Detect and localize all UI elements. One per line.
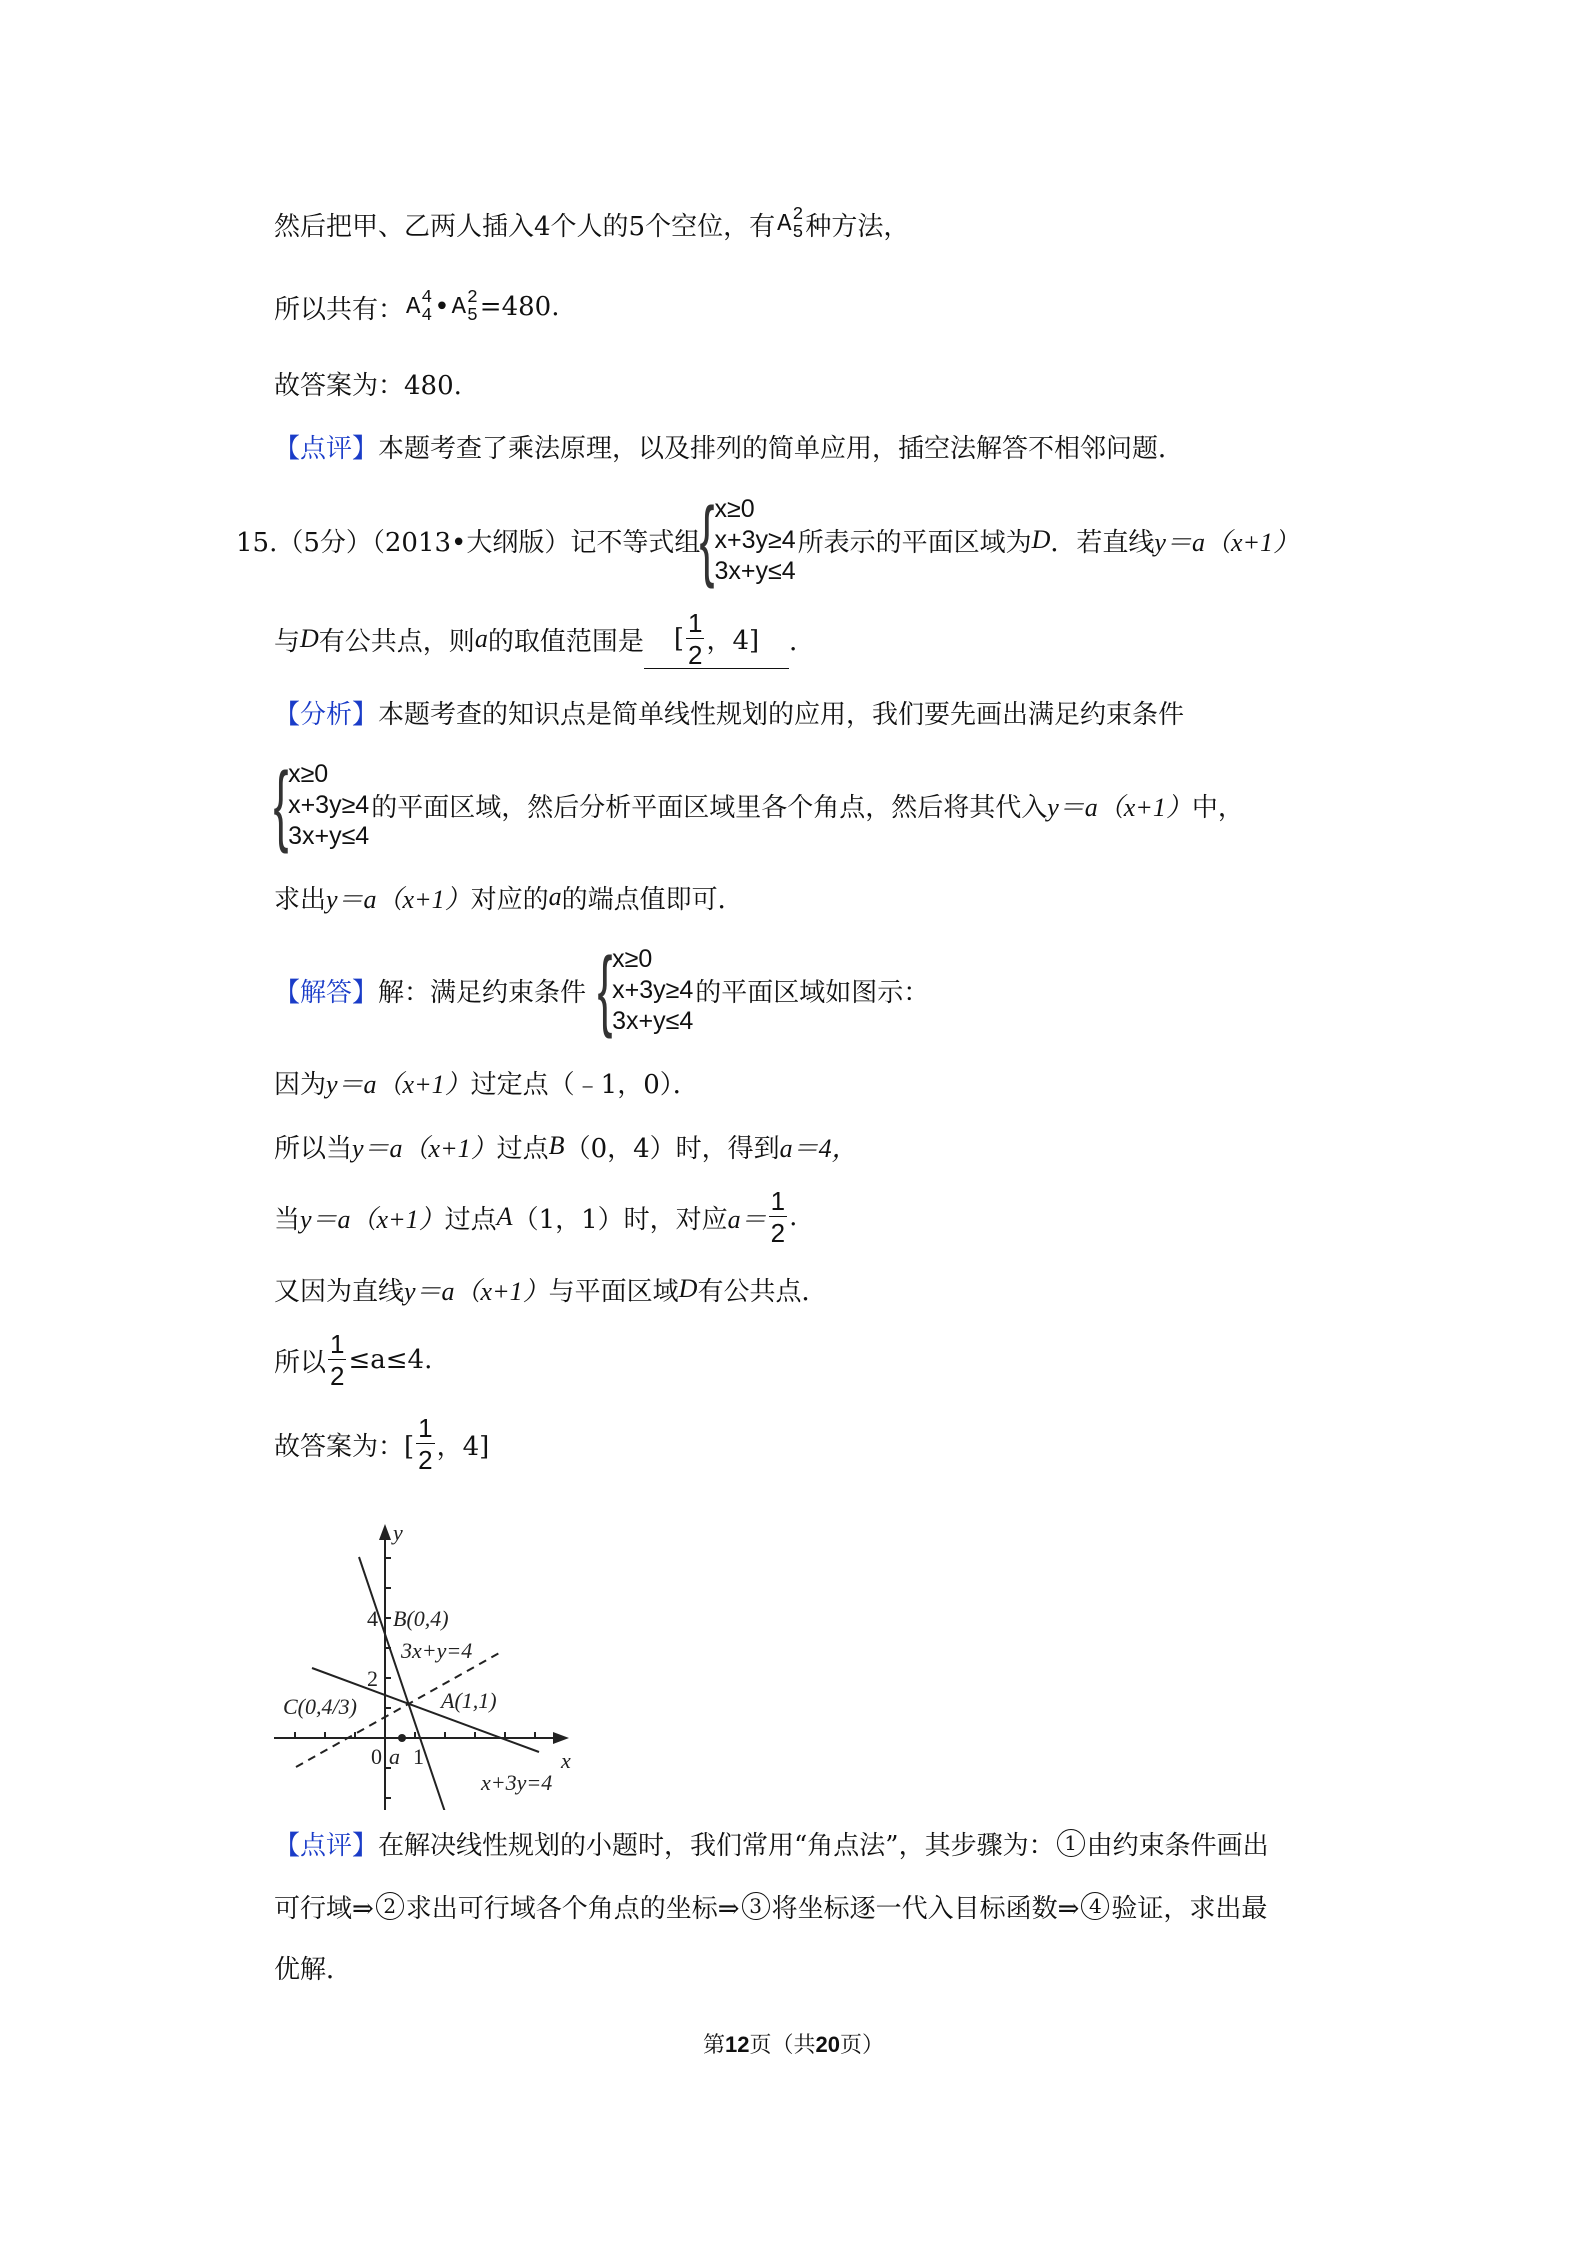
text: 所以	[274, 1347, 327, 1378]
text: 本题考查的知识点是简单线性规划的应用，我们要先画出满足约束条件	[378, 699, 1185, 730]
solution-answer	[274, 1414, 489, 1474]
analysis-line2	[274, 755, 1244, 855]
fraction	[416, 1415, 434, 1473]
text: 又因为直线	[274, 1276, 405, 1307]
label-3x-y-4: 3x+y=4	[401, 1638, 473, 1663]
solution-step3: 当 y＝a（x+1） 过点 A （1，1）时，对应 a＝ $\frac{1}{2}$ .	[274, 1186, 798, 1248]
analysis-line3	[274, 877, 744, 917]
perm-a52	[777, 206, 803, 242]
analysis-line1	[274, 692, 1184, 732]
text: ，4]	[436, 1431, 490, 1462]
analysis-tag: 【分析】	[274, 699, 379, 730]
var: D	[678, 1274, 698, 1303]
text: 由约束条件画出	[1086, 1830, 1269, 1861]
text: 因为	[274, 1069, 327, 1100]
perm-a44	[406, 289, 432, 325]
label-x-3y-4: x+3y=4	[481, 1770, 553, 1795]
den: 2	[770, 1218, 786, 1248]
text: [	[673, 623, 684, 654]
text: 验证，求出最	[1111, 1893, 1268, 1924]
num: 1	[770, 1186, 786, 1216]
text: 与	[274, 626, 301, 657]
comment-tag: 【点评】	[274, 1830, 379, 1861]
text: 求出可行域各个角点的坐标⇒	[405, 1893, 740, 1924]
sub: 5	[792, 223, 804, 243]
ineq: 3x+y≤4	[288, 822, 370, 850]
equation: y＝a（x+1）	[300, 1204, 445, 1234]
sub: 5	[466, 306, 478, 326]
text: ，4]	[706, 626, 760, 656]
tick-0: 0	[371, 1744, 382, 1769]
solution-tag: 【解答】	[274, 977, 379, 1008]
perm-a52	[452, 289, 478, 325]
region-graph	[269, 1500, 579, 1810]
text: 对应的	[470, 884, 549, 915]
text: 解：满足约束条件	[378, 977, 587, 1008]
answer-blank	[644, 607, 789, 670]
text: （0，4）时，得到	[564, 1133, 780, 1164]
text: 页（共	[749, 2033, 816, 2058]
text: 页）	[839, 2033, 884, 2058]
num: 1	[687, 607, 703, 638]
question-15	[236, 490, 1299, 590]
den: 2	[687, 639, 703, 670]
tick-a: a	[389, 1744, 400, 1769]
line-total: 所以共有： A 4 4 • A 2 5 =480.	[274, 288, 560, 326]
equation: y＝a（x+1）	[1154, 527, 1300, 557]
fraction	[769, 1188, 787, 1246]
equation: y＝a（x+1）	[326, 1069, 471, 1099]
text: 过定点（﹣1，0）．	[470, 1069, 699, 1100]
text: 的平面区域如图示：	[695, 977, 930, 1008]
point-a	[398, 1734, 406, 1742]
text: 将坐标逐一代入目标函数⇒	[771, 1893, 1080, 1924]
comment-line1	[274, 1823, 1269, 1863]
den: 2	[330, 1361, 345, 1391]
ineq: x+3y≥4	[612, 976, 694, 1004]
text: （1，1）时，对应	[512, 1204, 728, 1235]
tick-2: 2	[367, 1666, 378, 1691]
den: 2	[418, 1445, 433, 1475]
text: 有公共点，则	[318, 626, 475, 657]
text: ≤a≤4.	[348, 1345, 433, 1375]
text: 的端点值即可．	[561, 884, 744, 915]
sup: 2	[466, 288, 478, 308]
text: 的平面区域，然后分析平面区域里各个角点，然后将其代入	[371, 792, 1048, 823]
sub: 4	[421, 306, 433, 326]
tick-1: 1	[413, 1744, 424, 1769]
text: 所以当	[274, 1133, 353, 1164]
text: 所以共有：	[274, 294, 405, 325]
line-insert	[274, 204, 909, 244]
text: 本题考查了乘法原理，以及排列的简单应用，插空法解答不相邻问题．	[378, 433, 1185, 464]
label-c: C(0,4/3)	[283, 1694, 357, 1719]
ineq: x≥0	[714, 495, 755, 523]
perm-letter: A	[777, 210, 792, 238]
circled-number: 1	[1057, 1829, 1085, 1857]
sup: 2	[792, 205, 804, 225]
inequality-system: { x≥0 x+3y≥4 3x+y≤4	[699, 490, 796, 590]
text: 可行域⇒	[274, 1893, 374, 1924]
var: a	[474, 624, 488, 653]
y-arrow	[379, 1524, 391, 1540]
x-arrow	[553, 1732, 569, 1744]
solution-step2	[274, 1126, 858, 1166]
label-a: A(1,1)	[441, 1688, 497, 1713]
inequality-system: { x≥0 x+3y≥4 3x+y≤4	[273, 755, 370, 855]
ineq: x+3y≥4	[288, 791, 370, 819]
text: =480.	[479, 292, 560, 322]
var: D	[1031, 525, 1051, 554]
y-label: y	[393, 1520, 403, 1545]
text: 然后把甲、乙两人插入4个人的5个空位，有	[274, 211, 776, 242]
text: ．若直线	[1050, 527, 1155, 558]
var: B	[548, 1131, 565, 1160]
solution-step4	[274, 1269, 827, 1309]
text: 所表示的平面区域为	[797, 527, 1032, 558]
inequality-system: { x≥0 x+3y≥4 3x+y≤4	[597, 940, 694, 1040]
ineq: x+3y≥4	[714, 526, 796, 554]
equation: a＝	[727, 1204, 767, 1234]
fraction	[328, 1331, 346, 1389]
equation: y＝a（x+1）	[404, 1276, 549, 1306]
solution-step1	[274, 1062, 699, 1102]
text: 种方法，	[805, 211, 910, 242]
page-footer	[0, 2028, 1587, 2059]
num: 1	[418, 1413, 433, 1443]
line-comment	[274, 426, 1184, 466]
ineq: x≥0	[612, 945, 653, 973]
total-pages: 20	[815, 2032, 840, 2057]
sup: 4	[421, 288, 433, 308]
page-number: 12	[725, 2032, 750, 2057]
question-15-line2: 与 D 有公共点，则 a 的取值范围是 [ $\frac{1}{2}$ ，4] ．	[274, 607, 816, 670]
num: 1	[330, 1329, 345, 1359]
solution-line1	[274, 940, 929, 1040]
circled-number: 3	[742, 1892, 770, 1920]
text: 当	[274, 1204, 301, 1235]
text: 中，	[1191, 792, 1244, 823]
text: 求出	[274, 884, 327, 915]
comment-line3: 优解．	[274, 1954, 353, 1985]
text: 第	[702, 2033, 725, 2058]
var: A	[496, 1202, 513, 1231]
var: a	[548, 882, 562, 911]
text: 15.（5分）（2013•大纲版）记不等式组	[236, 527, 701, 558]
circled-number: 2	[376, 1892, 404, 1920]
line-answer-480: 故答案为：480.	[274, 370, 462, 401]
equation: a＝4，	[779, 1133, 858, 1163]
equation: y＝a（x+1）	[352, 1133, 497, 1163]
text: 有公共点．	[697, 1276, 828, 1307]
var: D	[300, 624, 319, 653]
perm-letter: A	[451, 293, 466, 321]
tick-4: 4	[367, 1606, 378, 1631]
equation: y＝a（x+1）	[1047, 792, 1192, 822]
text: 与平面区域	[548, 1276, 679, 1307]
text: 在解决线性规划的小题时，我们常用“角点法”，其步骤为：	[378, 1830, 1055, 1861]
text: 过点	[496, 1133, 549, 1164]
label-b: B(0,4)	[393, 1606, 449, 1631]
circled-number: 4	[1081, 1892, 1109, 1920]
solution-step5	[274, 1330, 432, 1390]
text: 故答案为：[	[274, 1431, 415, 1462]
ineq: 3x+y≤4	[714, 557, 796, 585]
text: 过点	[444, 1204, 497, 1235]
ineq: 3x+y≤4	[612, 1007, 694, 1035]
comment-line2	[274, 1886, 1267, 1926]
text: 的取值范围是	[487, 626, 644, 657]
equation: y＝a（x+1）	[326, 884, 471, 914]
ineq: x≥0	[288, 760, 329, 788]
x-label: x	[561, 1748, 571, 1773]
comment-tag: 【点评】	[274, 433, 379, 464]
perm-letter: A	[406, 293, 421, 321]
